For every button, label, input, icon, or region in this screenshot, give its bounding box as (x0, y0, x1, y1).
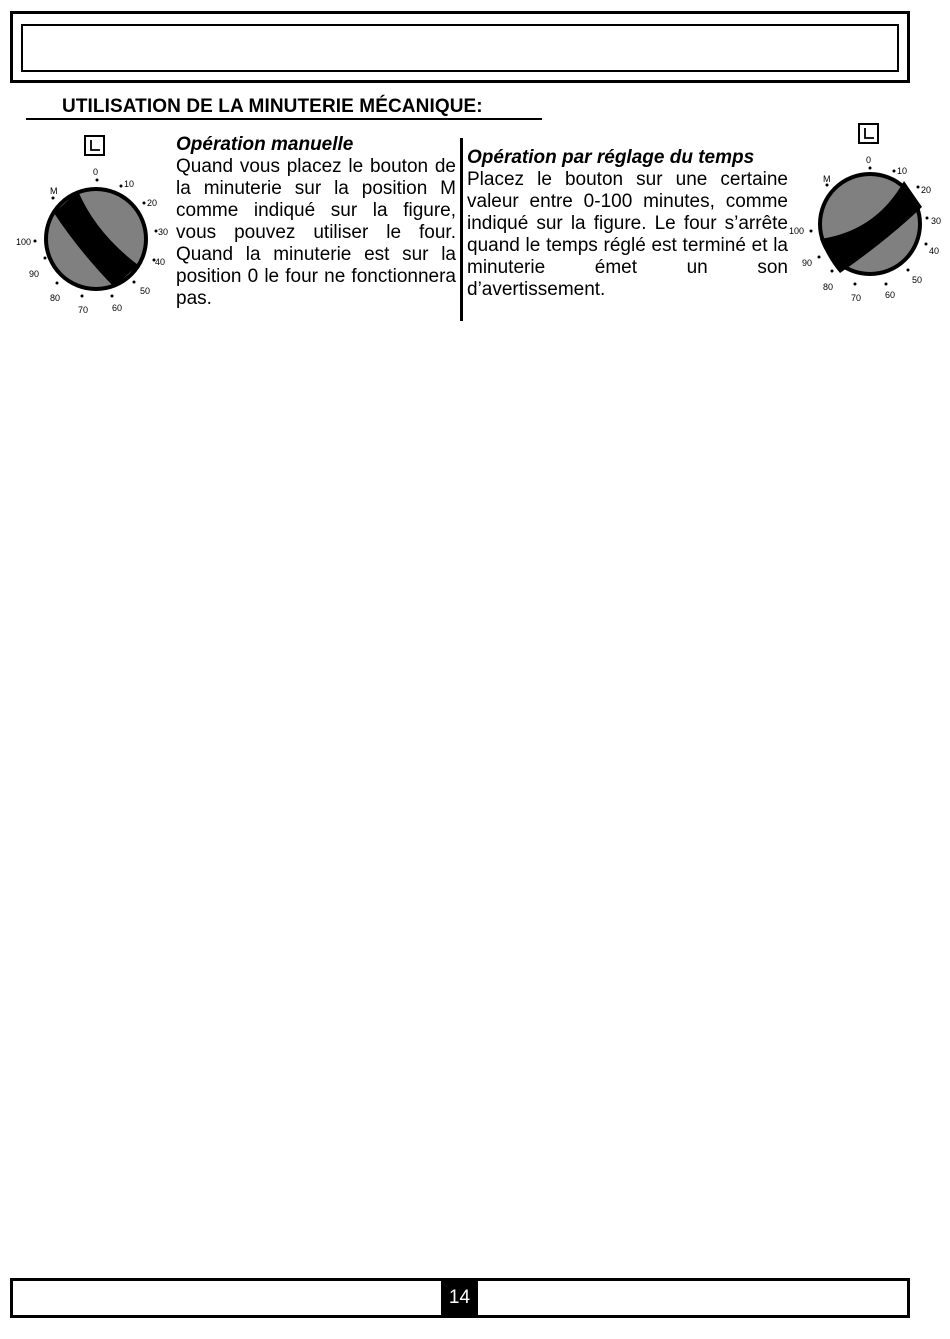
timed-timer-dial (786, 121, 948, 306)
dial-knob (820, 174, 922, 274)
dial-label-70: 70 (851, 293, 862, 303)
dial-label-30: 30 (158, 227, 169, 237)
dial-label-m: M (823, 174, 831, 184)
manual-operation-heading: Opération manuelle (176, 134, 354, 155)
dial-label-0: 0 (93, 167, 99, 177)
dial-label-50: 50 (912, 275, 923, 285)
manual-operation-text (176, 134, 456, 310)
column-divider (460, 138, 463, 321)
dial-label-90: 90 (29, 269, 40, 279)
dial-label-10: 10 (897, 166, 908, 176)
timed-operation-heading: Opération par réglage du temps (467, 147, 755, 168)
timer-mode-icon (85, 136, 104, 155)
dial-label-80: 80 (823, 282, 834, 292)
header-frame (10, 11, 910, 83)
dial-label-80: 80 (50, 293, 61, 303)
dial-label-40: 40 (155, 257, 166, 267)
dial-label-20: 20 (147, 198, 158, 208)
title-underline (26, 118, 542, 120)
manual-operation-body: Quand vous placez le bouton de la minuterie sur la position M comme indiqué sur la figure, vous pouvez utiliser le four. Quand la minuterie est sur la position 0 le four ne fonctionnera pas. (176, 156, 456, 309)
dial-label-40: 40 (929, 246, 940, 256)
dial-label-50: 50 (140, 286, 151, 296)
timer-mode-icon (859, 124, 878, 143)
dial-label-60: 60 (112, 303, 123, 313)
dial-label-100: 100 (789, 226, 805, 236)
dial-label-m: M (50, 186, 58, 196)
timed-operation-body: Placez le bouton sur une certaine valeur entre 0-100 minutes, comme indiqué sur la figure. Le four s’arrête quand le temps réglé est terminé et la minuterie émet un son d’avertissement. (467, 169, 788, 300)
timed-operation-text (467, 147, 788, 301)
dial-label-10: 10 (124, 179, 135, 189)
dial-knob (46, 189, 146, 289)
dial-label-60: 60 (885, 290, 896, 300)
dial-label-100: 100 (16, 237, 32, 247)
dial-label-20: 20 (921, 185, 932, 195)
dial-label-30: 30 (931, 216, 942, 226)
manual-timer-dial (14, 133, 174, 318)
header-inner-box (21, 24, 899, 72)
dial-label-70: 70 (78, 305, 89, 315)
page-number: 14 (441, 1281, 478, 1315)
dial-label-90: 90 (802, 258, 813, 268)
section-title: UTILISATION DE LA MINUTERIE MÉCANIQUE: (62, 96, 483, 117)
dial-label-0: 0 (866, 155, 872, 165)
